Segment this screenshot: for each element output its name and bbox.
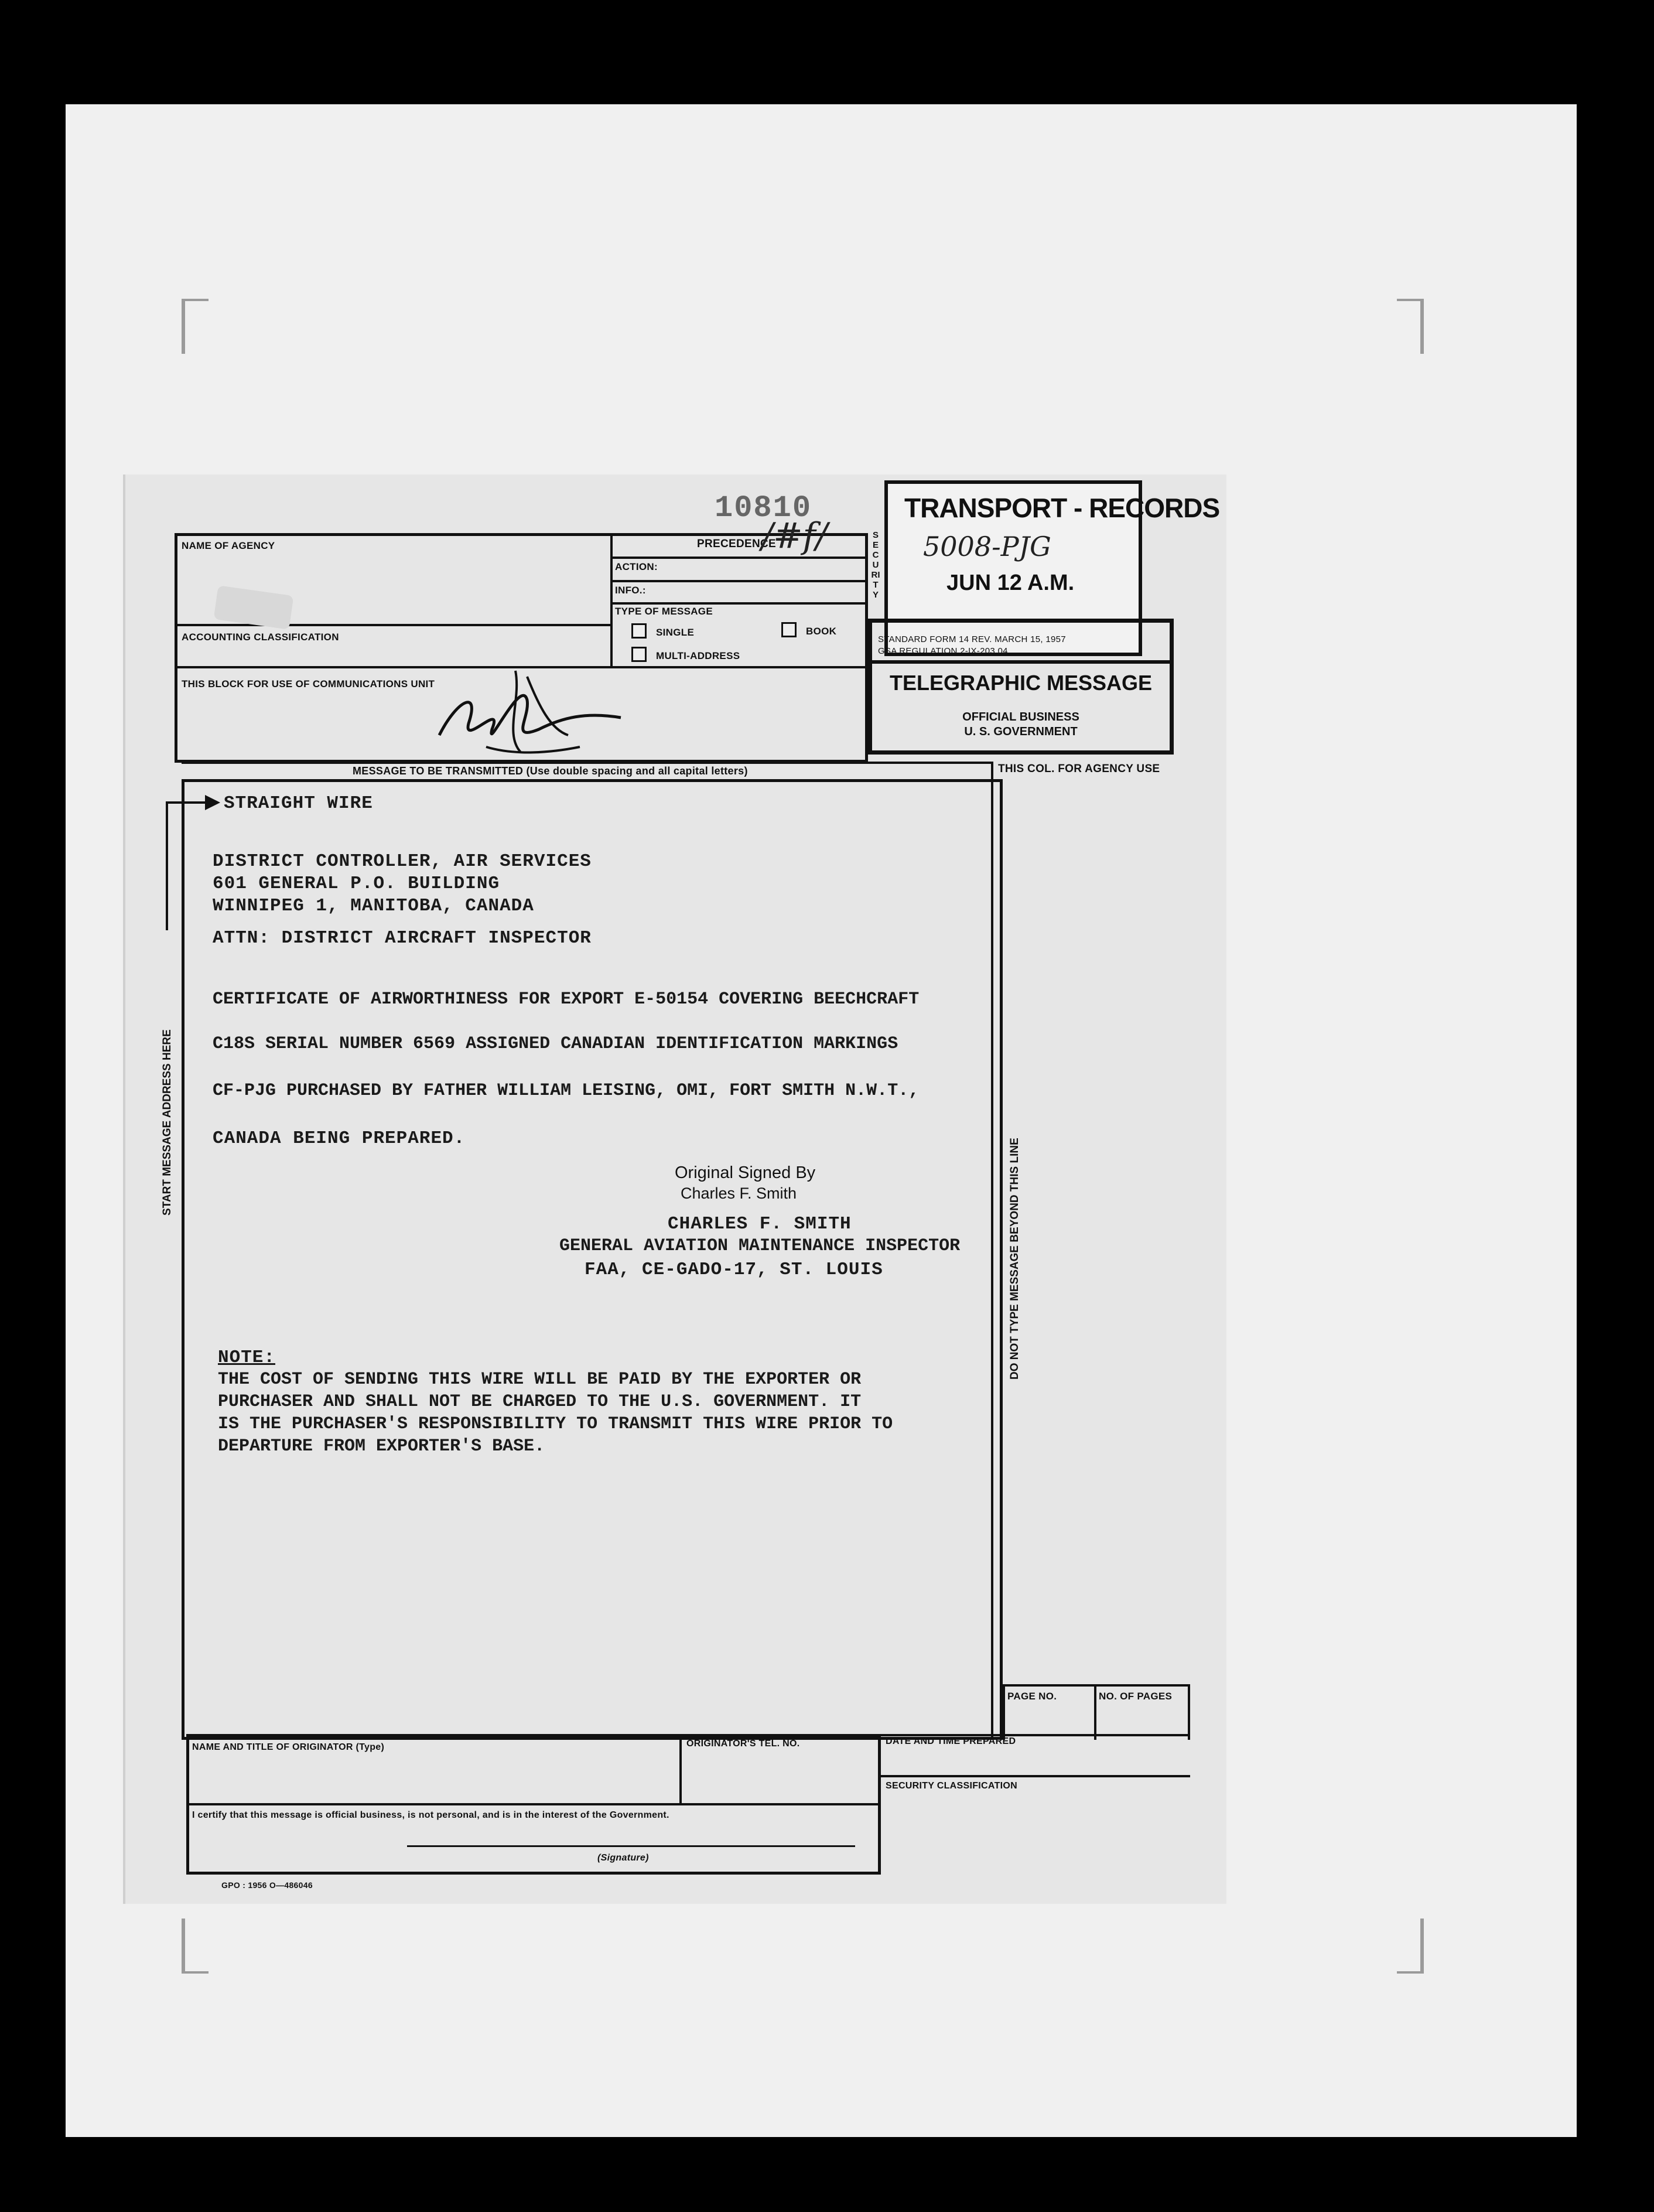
date-time-label: DATE AND TIME PREPARED	[886, 1736, 1016, 1746]
form-subtitle-1: OFFICIAL BUSINESS	[962, 711, 1079, 723]
note-line-1: THE COST OF SENDING THIS WIRE WILL BE PAID BY THE EXPORTER OR	[218, 1370, 862, 1390]
precedence-divider	[610, 557, 868, 559]
footer-divider-h	[186, 1803, 881, 1805]
note-label: NOTE:	[218, 1347, 276, 1368]
form-id-divider	[872, 660, 1170, 664]
serial-number: 10810	[715, 491, 812, 525]
precedence-handwritten-mark: /#f/	[761, 516, 828, 557]
crop-mark-top-right	[1397, 299, 1424, 354]
right-footer-mid	[881, 1775, 1190, 1777]
message-header-top	[182, 762, 992, 764]
address-line-3: WINNIPEG 1, MANITOBA, CANADA	[213, 896, 534, 916]
precedence-label: PRECEDENCE	[697, 538, 776, 550]
agency-col-left-line	[991, 762, 993, 1740]
comm-unit-label: THIS BLOCK FOR USE OF COMMUNICATIONS UNIT	[182, 678, 435, 689]
name-of-agency-label: NAME OF AGENCY	[182, 540, 275, 551]
body-line-2: C18S SERIAL NUMBER 6569 ASSIGNED CANADIAN IDENTIFICATION MARKINGS	[213, 1034, 898, 1054]
note-line-3: IS THE PURCHASER'S RESPONSIBILITY TO TRANSMIT THIS WIRE PRIOR TO	[218, 1414, 893, 1434]
communications-signature	[433, 665, 627, 767]
crop-mark-bottom-right	[1397, 1919, 1424, 1974]
body-line-4: CANADA BEING PREPARED.	[213, 1128, 466, 1149]
book-checkbox[interactable]	[781, 622, 797, 637]
tel-label: ORIGINATOR'S TEL. NO.	[686, 1739, 800, 1749]
header-divider-v	[610, 533, 613, 668]
signature-label: (Signature)	[597, 1853, 649, 1863]
stamp-date: JUN 12 A.M.	[946, 571, 1075, 595]
signature-name: CHARLES F. SMITH	[668, 1214, 852, 1234]
single-label: SINGLE	[656, 627, 695, 638]
security-classification-label: SECURITY CLASSIFICATION	[886, 1781, 1017, 1791]
security-vertical-label: SECURITY	[871, 530, 880, 600]
page-count-divider	[1094, 1684, 1096, 1740]
stamp-title: TRANSPORT - RECORDS	[904, 493, 1220, 523]
start-arrow-line	[166, 801, 210, 804]
gsa-regulation-label: GSA REGULATION 2-IX-203.04	[878, 646, 1008, 656]
info-label: INFO.:	[615, 585, 646, 596]
accounting-classification-label: ACCOUNTING CLASSIFICATION	[182, 631, 339, 643]
do-not-type-label: DO NOT TYPE MESSAGE BEYOND THIS LINE	[1009, 1138, 1021, 1380]
single-checkbox[interactable]	[631, 623, 647, 639]
signature-title: GENERAL AVIATION MAINTENANCE INSPECTOR	[559, 1236, 961, 1256]
stamp-file-number: 5008-PJG	[923, 531, 1051, 562]
form-id-box	[868, 619, 1174, 755]
original-signed-line-1: Original Signed By	[675, 1163, 816, 1182]
start-address-label: START MESSAGE ADDRESS HERE	[161, 1029, 173, 1216]
info-divider	[610, 602, 868, 605]
multi-address-checkbox[interactable]	[631, 647, 647, 662]
gpo-label: GPO : 1956 O—486046	[221, 1880, 313, 1890]
header-divider-h1	[175, 624, 610, 626]
book-label: BOOK	[806, 626, 837, 637]
footer-divider-v	[679, 1734, 682, 1804]
crop-mark-bottom-left	[182, 1919, 209, 1974]
form-title: TELEGRAPHIC MESSAGE	[889, 671, 1153, 695]
message-header-label: MESSAGE TO BE TRANSMITTED (Use double spacing and all capital letters)	[353, 765, 748, 777]
name-title-label: NAME AND TITLE OF ORIGINATOR (Type)	[192, 1742, 385, 1752]
certify-text: I certify that this message is official business, is not personal, and is in the interest of the Government.	[192, 1810, 669, 1820]
start-arrow-head-icon	[205, 795, 220, 810]
signature-office: FAA, CE-GADO-17, ST. LOUIS	[585, 1259, 883, 1280]
note-line-2: PURCHASER AND SHALL NOT BE CHARGED TO THE U.S. GOVERNMENT. IT	[218, 1392, 862, 1412]
action-label: ACTION:	[615, 561, 658, 572]
original-signed-line-2: Charles F. Smith	[681, 1184, 797, 1202]
address-line-1: DISTRICT CONTROLLER, AIR SERVICES	[213, 851, 592, 872]
address-line-4: ATTN: DISTRICT AIRCRAFT INSPECTOR	[213, 928, 592, 948]
form-subtitle-2: U. S. GOVERNMENT	[964, 725, 1078, 738]
straight-wire-line: STRAIGHT WIRE	[224, 793, 373, 814]
start-arrow-stem	[166, 801, 168, 930]
agency-col-header: THIS COL. FOR AGENCY USE	[998, 763, 1160, 775]
crop-mark-top-left	[182, 299, 209, 354]
body-line-3: CF-PJG PURCHASED BY FATHER WILLIAM LEISING, OMI, FORT SMITH N.W.T.,	[213, 1081, 920, 1101]
action-divider	[610, 580, 868, 582]
signature-line	[407, 1845, 855, 1847]
type-of-message-label: TYPE OF MESSAGE	[615, 606, 713, 617]
note-line-4: DEPARTURE FROM EXPORTER'S BASE.	[218, 1436, 545, 1456]
page-no-label: PAGE NO.	[1007, 1691, 1057, 1702]
no-of-pages-label: NO. OF PAGES	[1099, 1691, 1173, 1702]
standard-form-label: STANDARD FORM 14 REV. MARCH 15, 1957	[878, 634, 1066, 644]
body-line-1: CERTIFICATE OF AIRWORTHINESS FOR EXPORT E-50154 COVERING BEECHCRAFT	[213, 989, 920, 1009]
multi-address-label: MULTI-ADDRESS	[656, 650, 740, 661]
address-line-2: 601 GENERAL P.O. BUILDING	[213, 873, 500, 894]
